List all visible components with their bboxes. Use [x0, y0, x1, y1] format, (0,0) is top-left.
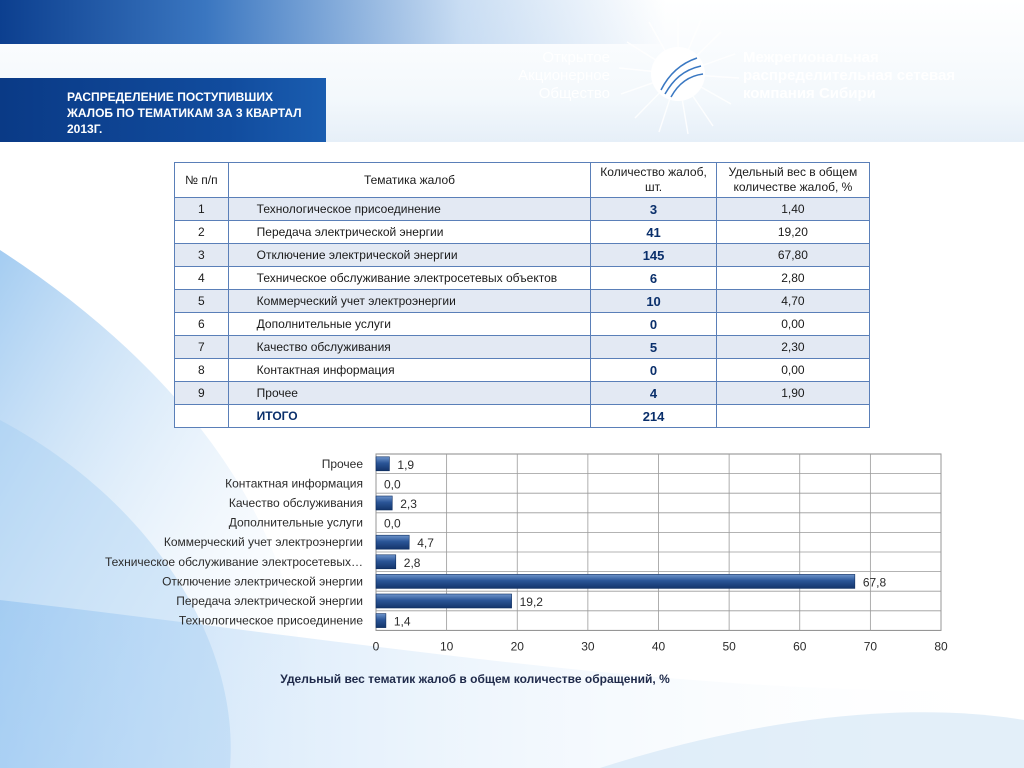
row-number: 1 — [175, 198, 229, 221]
x-tick-label: 80 — [934, 639, 948, 654]
row-share: 4,70 — [716, 290, 869, 313]
table-row — [175, 221, 870, 244]
x-tick-label: 10 — [439, 639, 454, 654]
complaints-table — [174, 162, 870, 428]
row-count: 145 — [591, 244, 716, 267]
row-count: 4 — [591, 382, 716, 405]
row-topic: Качество обслуживания — [228, 336, 591, 359]
total-count: 214 — [591, 405, 716, 428]
table-total-row — [175, 405, 870, 428]
row-topic: Дополнительные услуги — [228, 313, 591, 336]
category-label: Отключение электрической энергии — [162, 574, 363, 589]
x-tick-label: 50 — [722, 639, 736, 654]
company-name-line-3: компания Сибири — [743, 85, 876, 102]
chart-bar — [376, 574, 855, 588]
company-name — [743, 49, 1003, 103]
data-label: 0,0 — [384, 516, 401, 531]
row-topic: Прочее — [228, 382, 591, 405]
table-row — [175, 382, 870, 405]
chart-bar — [376, 555, 396, 569]
row-share: 0,00 — [716, 359, 869, 382]
x-tick-label: 0 — [372, 639, 380, 654]
total-number — [175, 405, 229, 428]
table-row — [175, 359, 870, 382]
row-count: 3 — [591, 198, 716, 221]
row-topic: Контактная информация — [228, 359, 591, 382]
row-count: 0 — [591, 359, 716, 382]
total-label: ИТОГО — [228, 405, 591, 428]
row-share: 2,30 — [716, 336, 869, 359]
row-count: 6 — [591, 267, 716, 290]
row-number: 7 — [175, 336, 229, 359]
data-label: 2,8 — [403, 555, 421, 570]
row-share: 1,40 — [716, 198, 869, 221]
category-label: Технологическое присоединение — [178, 613, 363, 628]
company-logo-icon — [613, 12, 743, 137]
data-label: 67,8 — [862, 575, 887, 590]
data-label: 0,0 — [384, 477, 401, 492]
table-row — [175, 244, 870, 267]
data-label: 2,3 — [400, 497, 417, 511]
x-tick-label: 60 — [793, 639, 807, 654]
table-row — [175, 313, 870, 336]
header-share: Удельный вес в общем количестве жалоб, % — [716, 163, 869, 198]
header-number: № п/п — [175, 163, 229, 198]
category-label: Передача электрической энергии — [176, 594, 363, 608]
share-bar-chart — [0, 440, 1024, 670]
row-count: 41 — [591, 221, 716, 244]
chart-x-axis-label: Удельный вес тематик жалоб в общем количестве обращений, % — [280, 672, 670, 686]
data-label: 4,7 — [417, 536, 434, 551]
table-row — [175, 336, 870, 359]
category-label: Контактная информация — [225, 476, 363, 491]
row-number: 9 — [175, 382, 229, 405]
table-row — [175, 267, 870, 290]
row-topic: Коммерческий учет электроэнергии — [228, 290, 591, 313]
row-topic: Техническое обслуживание электросетевых объектов — [228, 267, 591, 290]
row-count: 10 — [591, 290, 716, 313]
row-number: 4 — [175, 267, 229, 290]
row-topic: Технологическое присоединение — [228, 198, 591, 221]
header-count: Количество жалоб, шт. — [591, 163, 716, 198]
row-number: 3 — [175, 244, 229, 267]
company-form-line-3: Общество — [538, 85, 610, 102]
row-share: 67,80 — [716, 244, 869, 267]
table-row — [175, 290, 870, 313]
x-tick-label: 40 — [651, 639, 666, 654]
category-label: Техническое обслуживание электросетевых… — [105, 554, 363, 569]
row-topic: Отключение электрической энергии — [228, 244, 591, 267]
row-count: 5 — [591, 336, 716, 359]
chart-bar — [376, 594, 512, 608]
category-label: Коммерческий учет электроэнергии — [163, 535, 363, 550]
x-tick-label: 20 — [510, 639, 524, 654]
category-label: Дополнительные услуги — [228, 515, 363, 530]
row-number: 8 — [175, 359, 229, 382]
row-share: 2,80 — [716, 267, 869, 290]
chart-bar — [376, 457, 389, 471]
row-topic: Передача электрической энергии — [228, 221, 591, 244]
row-share: 19,20 — [716, 221, 869, 244]
total-share — [716, 405, 869, 428]
data-label: 1,9 — [397, 457, 415, 472]
row-count: 0 — [591, 313, 716, 336]
data-label: 1,4 — [393, 614, 411, 629]
chart-bar — [376, 535, 409, 549]
header-gradient — [0, 0, 1024, 44]
row-number: 5 — [175, 290, 229, 313]
company-form-line-1: Открытое — [542, 49, 610, 66]
row-number: 6 — [175, 313, 229, 336]
company-form-line-2: Акционерное — [518, 67, 610, 84]
category-label: Прочее — [321, 456, 363, 471]
table-row — [175, 198, 870, 221]
header-topic: Тематика жалоб — [228, 163, 591, 198]
company-form-label — [500, 49, 610, 103]
row-share: 0,00 — [716, 313, 869, 336]
chart-bar — [376, 614, 386, 628]
x-tick-label: 30 — [581, 639, 595, 654]
row-number: 2 — [175, 221, 229, 244]
data-label: 19,2 — [519, 595, 543, 609]
company-name-line-1: Межрегиональная — [743, 49, 879, 66]
chart-bar — [376, 496, 392, 510]
company-name-line-2: распределительная сетевая — [743, 67, 956, 84]
table-header-row — [175, 163, 870, 198]
row-share: 1,90 — [716, 382, 869, 405]
x-tick-label: 70 — [863, 639, 878, 654]
category-label: Качество обслуживания — [228, 496, 363, 510]
page-title: РАСПРЕДЕЛЕНИЕ ПОСТУПИВШИХ ЖАЛОБ ПО ТЕМАТИКАМ ЗА 3 КВАРТАЛ 2013Г. — [67, 90, 302, 136]
